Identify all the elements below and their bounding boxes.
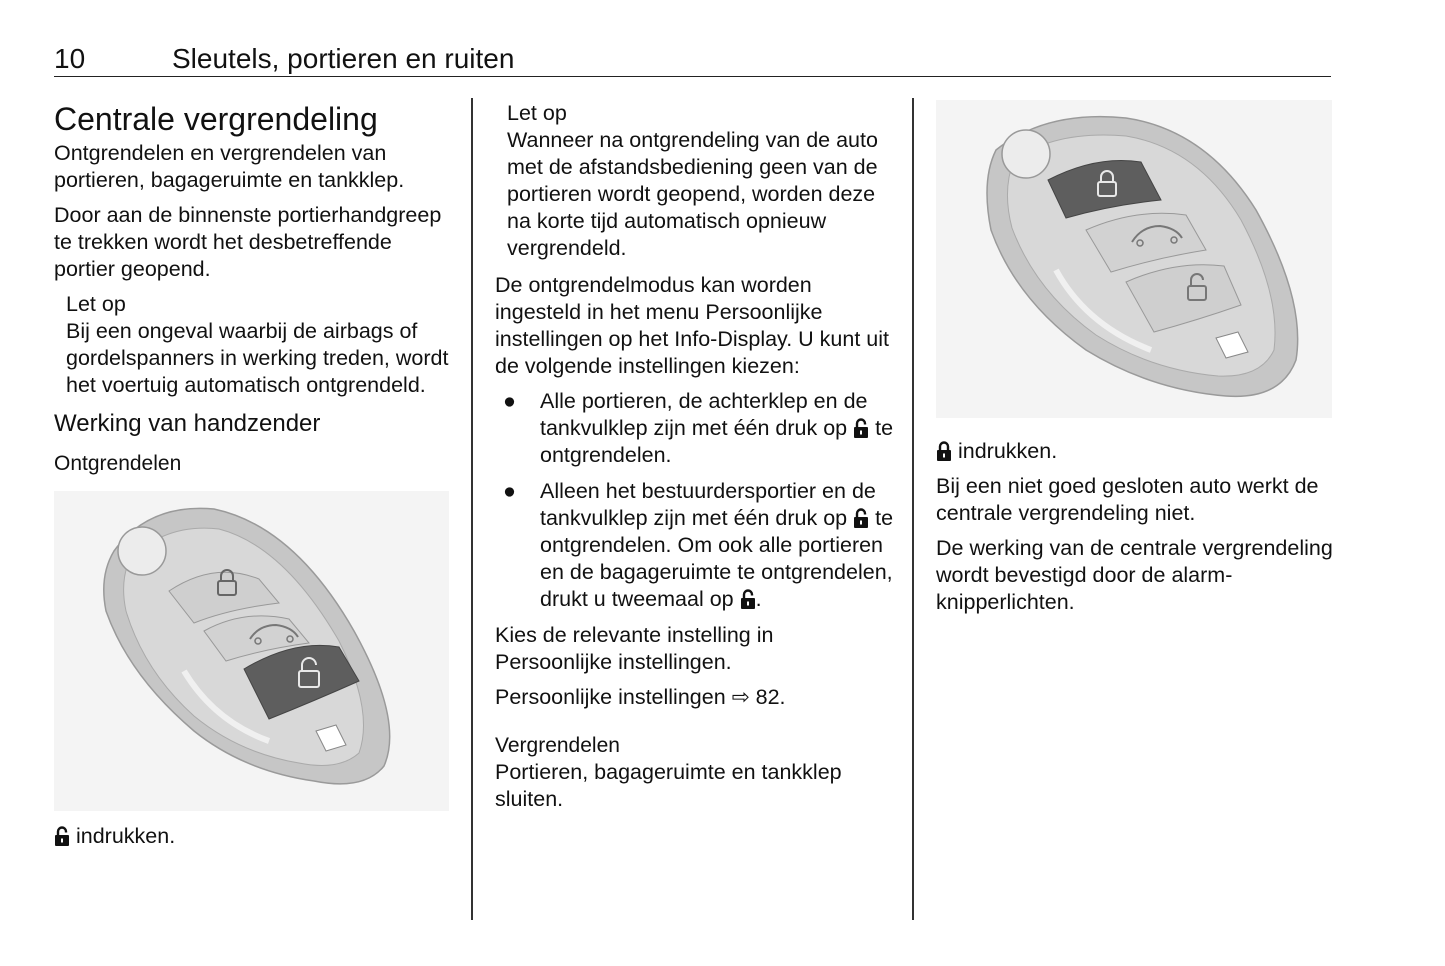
paragraph: Door aan de binnenste portierhandgreep te trekken wordt het desbetreffende portier geopend. bbox=[54, 203, 442, 281]
subsubsection-heading: Vergrendelen bbox=[495, 734, 620, 757]
note-box bbox=[66, 291, 454, 399]
section-heading: Centrale vergrendeling bbox=[54, 101, 378, 137]
column-middle bbox=[495, 100, 895, 821]
list-item: ● Alleen het bestuurdersportier en de tankvulklep zijn met één druk op te ontgrendelen. Om ook alle portieren en de bagageruimte te ontgrendelen, drukt u tweemaal op . bbox=[503, 479, 894, 611]
subsection-heading: Werking van handzender bbox=[54, 410, 321, 437]
note-label: Let op bbox=[66, 292, 126, 316]
unlock-icon bbox=[54, 826, 70, 846]
note-label: Let op bbox=[507, 101, 567, 125]
subsubsection-heading: Ontgrendelen bbox=[54, 452, 182, 475]
unlock-icon bbox=[853, 508, 869, 528]
unlock-icon bbox=[853, 418, 869, 438]
key-fob-illustration-lock bbox=[936, 100, 1332, 418]
column-divider bbox=[912, 98, 914, 920]
cross-reference: Persoonlijke instellingen ⇨ 82. bbox=[495, 685, 786, 709]
settings-list bbox=[495, 388, 895, 613]
running-title: Sleutels, portieren en ruiten bbox=[172, 43, 515, 74]
paragraph: De werking van de centrale vergrendeling wordt bevestigd door de alarmknipperlichten. bbox=[936, 536, 1333, 614]
paragraph: Bij een niet goed gesloten auto werkt de centrale vergrendeling niet. bbox=[936, 474, 1319, 525]
list-item: ● Alle portieren, de achterklep en de tankvulklep zijn met één druk op te ontgrendelen. bbox=[503, 389, 894, 467]
unlock-icon bbox=[740, 589, 756, 609]
figure-caption: indrukken. bbox=[54, 823, 454, 850]
paragraph: Portieren, bagageruimte en tankklep sluiten. bbox=[495, 760, 842, 811]
note-text: Bij een ongeval waarbij de airbags of gordelspanners in werking treden, wordt het voertuig automatisch ontgrendeld. bbox=[66, 319, 449, 397]
figure-caption: indrukken. bbox=[936, 438, 1336, 465]
paragraph: Ontgrendelen en vergrendelen van portieren, bagageruimte en tankklep. bbox=[54, 141, 405, 192]
note-box bbox=[507, 100, 895, 262]
paragraph: De ontgrendelmodus kan worden ingesteld in het menu Persoonlijke instellingen op het Info-Display. U kunt uit de volgende instellingen kiezen: bbox=[495, 273, 889, 378]
note-text: Wanneer na ontgrendeling van de auto met de afstandsbediening geen van de portieren wordt geopend, worden deze na korte tijd automatisch opnieuw vergrendeld. bbox=[507, 128, 878, 260]
lock-icon bbox=[936, 441, 952, 461]
column-right bbox=[936, 100, 1336, 624]
column-left bbox=[54, 100, 454, 858]
paragraph: Kies de relevante instelling in Persoonlijke instellingen. bbox=[495, 623, 774, 674]
column-divider bbox=[471, 98, 473, 920]
page-number: 10 bbox=[54, 43, 86, 74]
page-header bbox=[54, 42, 1331, 77]
key-fob-illustration-unlock bbox=[54, 491, 449, 811]
